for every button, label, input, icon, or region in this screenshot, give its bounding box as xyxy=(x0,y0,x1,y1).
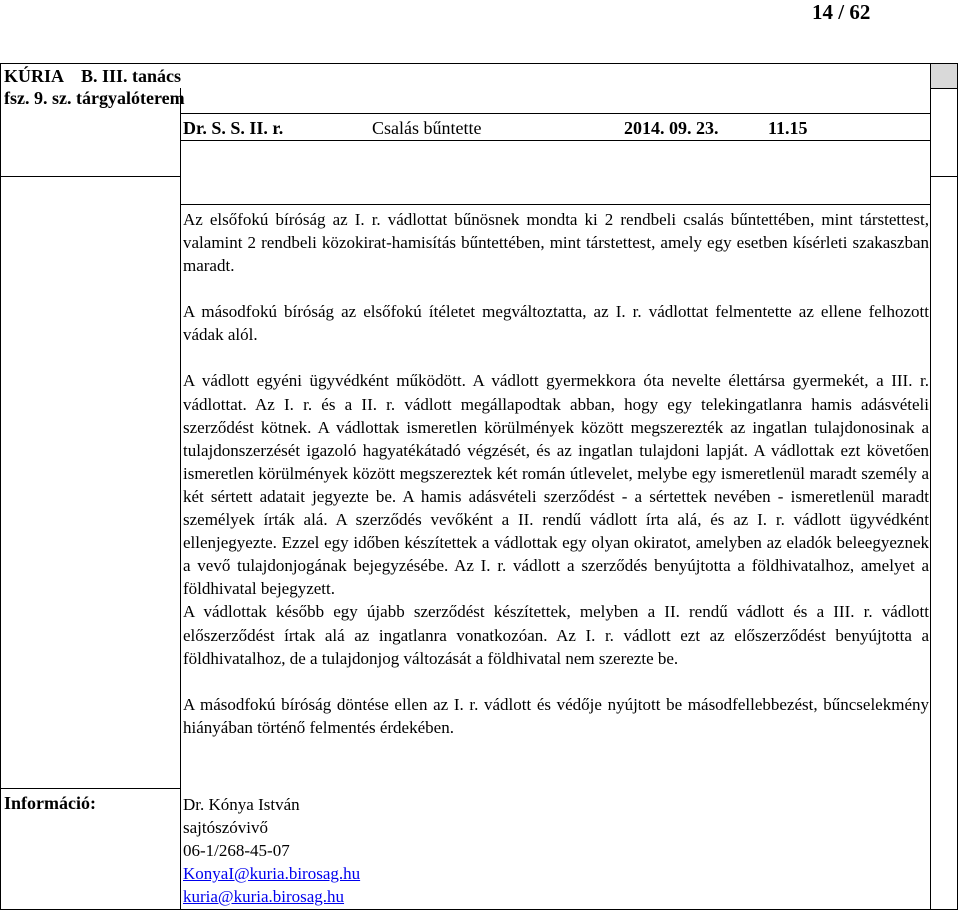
contact-email-link-1[interactable]: KonyaI@kuria.birosag.hu xyxy=(183,864,361,883)
case-summary xyxy=(183,208,929,739)
content-column-border xyxy=(930,63,931,910)
header-bottom-border-right xyxy=(930,88,958,89)
court-name: KÚRIA B. III. tanács xyxy=(4,66,182,86)
table-top-border xyxy=(0,63,958,64)
table-left-border xyxy=(0,63,1,910)
contact-name: Dr. Kónya István xyxy=(183,795,300,814)
info-label: Információ: xyxy=(4,793,96,813)
spacer-row-bottom-border xyxy=(180,204,930,205)
facts-continued-paragraph: A vádlottak később egy újabb szerződést készítettek, melyben a II. rendű vádlott és a III. r. vádlott előszerződést írtak alá az ingatlanra vonatkozóan. Az I. r. vádlott ezt az előszerződést benyújtotta a földhivatalhoz, de a tulajdonjog változását a földhivatal nem szerezte be. xyxy=(183,602,929,668)
meta-row-bottom-border xyxy=(180,140,930,141)
facts-paragraph: A vádlott egyéni ügyvédként működött. A vádlott gyermekkora óta nevelte élettársa gyermekét, a III. r. vádlottat. Az I. r. és a II. r. vádlott megállapodtak abban, hogy egy telekingatlanra hamis adásvételi szerződést kötnek. A vádlottak ismeretlen körülmények között megszerezték az ingatlan tulajdonosinak a tulajdonszerzését igazoló hagyatékátadó végzését, és az ingatlan tulajdoni lapját. A vádlottak ezt követően ismeretlen körülmények között megszereztek két román útlevelet, melybe egy ismeretlenül maradt személy a két sértett adatait jegyezte be. A hamis adásvételi szerződést - a sértettek nevében - ismeretlenül maradt személyek írták alá. A szerződés vevőként a II. rendű vádlott írta alá, és az I. r. vádlott ügyvédként ellenjegyezte. Ezzel egy időben készítettek a vádlottak egy olyan okiratot, amelyben az eladók beleegyeznek a vevő tulajdonjogának bejegyzésébe. Az I. r. vádlott a szerződés benyújtotta a földhivatalhoz, amelyet a földhivatal bejegyzett. xyxy=(183,371,929,599)
contact-phone: 06-1/268-45-07 xyxy=(183,841,290,860)
court-header xyxy=(4,65,185,109)
table-bottom-border xyxy=(0,909,958,910)
left-column-divider xyxy=(0,176,180,177)
contact-block xyxy=(183,793,360,908)
hearing-time: 11.15 xyxy=(768,118,808,138)
header-shade-right xyxy=(930,64,958,88)
page-number: 14 / 62 xyxy=(812,0,871,24)
courtroom: fsz. 9. sz. tárgyalóterem xyxy=(4,88,185,108)
case-panel: Dr. S. S. II. r. xyxy=(183,118,284,138)
contact-email-link-2[interactable]: kuria@kuria.birosag.hu xyxy=(183,887,345,906)
label-column-border xyxy=(180,88,181,910)
appeal-paragraph: A másodfokú bíróság döntése ellen az I. r. vádlott és védője nyújtott be másodfellebbezést, bűncselekmény hiányában történő felmentés érdekében. xyxy=(183,694,929,737)
first-instance-paragraph: Az elsőfokú bíróság az I. r. vádlottat bűnösnek mondta ki 2 rendbeli csalás bűntettében, mint társtettest, valamint 2 rendbeli közokirat-hamisítás bűntettében, mint társtettest, amely egy esetben kísérleti szakaszban maradt. xyxy=(183,210,929,276)
case-type: Csalás bűntette xyxy=(372,118,482,138)
right-column-divider xyxy=(930,176,958,177)
second-instance-paragraph: A másodfokú bíróság az elsőfokú ítéletet megváltoztatta, az I. r. vádlottat felmentette az ellene felhozott vádak alól. xyxy=(183,302,929,345)
table-right-border xyxy=(957,63,958,910)
info-row-top-border xyxy=(0,788,180,789)
hearing-date: 2014. 09. 23. xyxy=(624,118,719,138)
meta-row-top-border xyxy=(180,113,930,114)
contact-role: sajtószóvivő xyxy=(183,818,268,837)
